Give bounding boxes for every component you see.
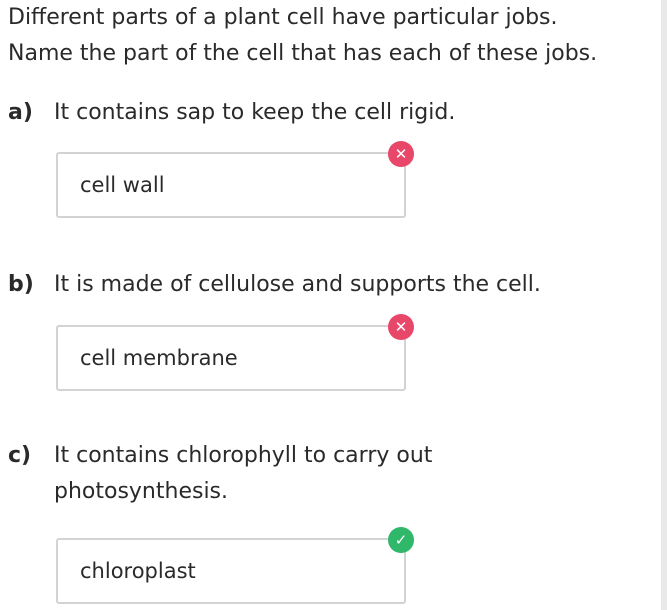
question-c [8,438,648,510]
answer-b-box[interactable] [56,317,408,391]
answer-b-input[interactable] [80,327,380,389]
question-a-letter: a) [8,100,33,125]
question-a-text: It contains sap to keep the cell rigid. [54,100,456,125]
page-edge [661,0,667,610]
question-b [8,267,648,303]
question-a [8,95,648,131]
instructions-line-2: Name the part of the cell that has each of these jobs. [8,41,598,66]
question-b-text: It is made of cellulose and supports the cell. [54,272,541,297]
instructions [8,0,658,72]
question-c-letter: c) [8,443,32,468]
answer-c-input[interactable] [80,540,380,602]
answer-a-box[interactable] [56,144,408,218]
cross-icon: ✕ [388,141,414,167]
question-b-letter: b) [8,272,34,297]
check-icon: ✓ [388,527,414,553]
answer-c-box[interactable] [56,530,408,604]
instructions-line-1: Different parts of a plant cell have particular jobs. [8,5,558,30]
cross-icon: ✕ [388,314,414,340]
question-c-text-line-2: photosynthesis. [54,479,229,504]
answer-a-input[interactable] [80,154,380,216]
question-c-text-line-1: It contains chlorophyll to carry out [54,443,433,468]
